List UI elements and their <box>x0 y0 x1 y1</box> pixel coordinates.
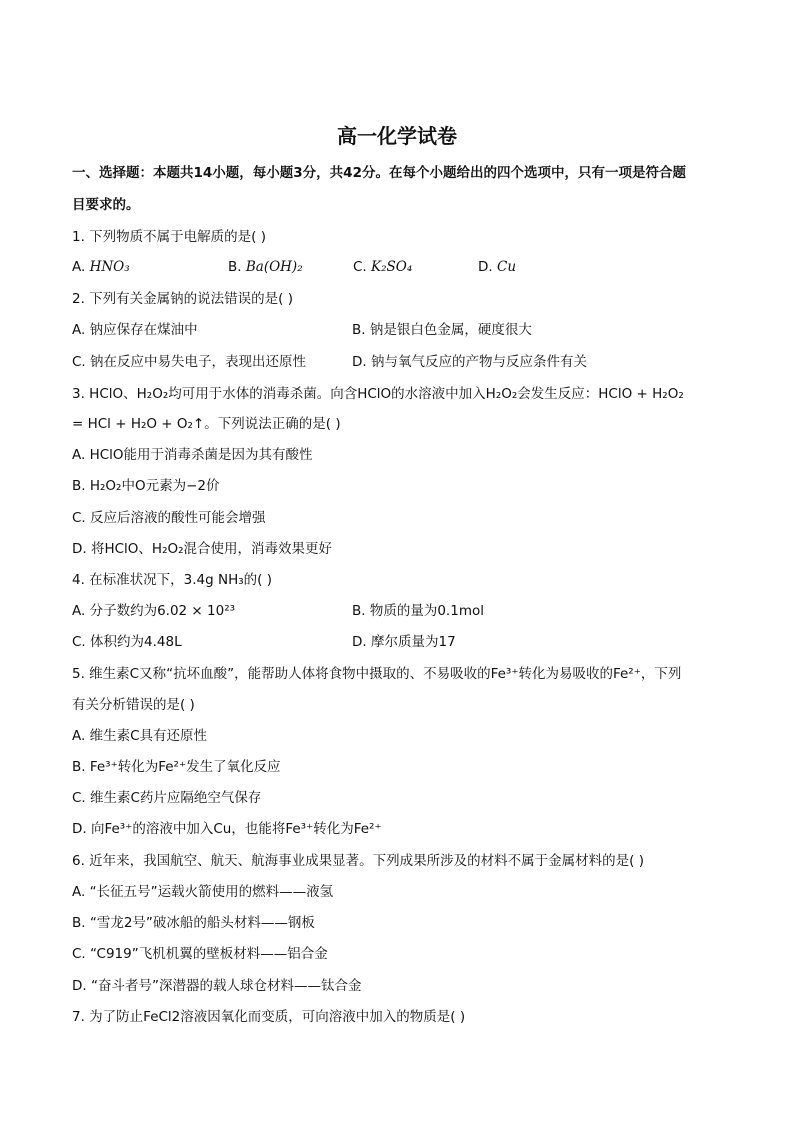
q1-option-c-formula: K₂SO₄ <box>371 259 413 275</box>
q4-option-d: D. 摩尔质量为17 <box>352 634 456 650</box>
q2-option-b: B. 钠是银白色金属，硬度很大 <box>352 322 532 338</box>
q2-option-c: C. 钠在反应中易失电子，表现出还原性 <box>72 354 307 370</box>
q1-option-d-formula: Cu <box>496 259 517 275</box>
question-5-stem-line1: 5. 维生素C又称“抗坏血酸”，能帮助人体将食物中摄取的、不易吸收的Fe³⁺转化为易吸收的Fe²⁺，下列 <box>72 666 682 682</box>
question-4-stem: 4. 在标准状况下，3.4g NH₃的( ) <box>72 572 272 588</box>
q1-option-a-label: A. <box>72 259 86 275</box>
q2-option-a: A. 钠应保存在煤油中 <box>72 322 198 338</box>
q1-option-c-label: C. <box>353 259 367 275</box>
question-7-stem: 7. 为了防止FeCl2溶液因氧化而变质，可向溶液中加入的物质是( ) <box>72 1009 466 1025</box>
question-3-stem-line1: 3. HClO、H₂O₂均可用于水体的消毒杀菌。向含HClO的水溶液中加入H₂O₂会发生反应：HClO + H₂O₂ <box>72 386 684 402</box>
q3-option-a: A. HClO能用于消毒杀菌是因为其有酸性 <box>72 447 313 463</box>
section-instructions-line2: 目要求的。 <box>72 197 140 213</box>
q3-option-c: C. 反应后溶液的酸性可能会增强 <box>72 510 266 526</box>
question-6-stem: 6. 近年来，我国航空、航天、航海事业成果显著。下列成果所涉及的材料不属于金属材料的是( ) <box>72 853 644 869</box>
q1-option-b <box>228 258 303 276</box>
q6-option-d: D. “奋斗者号”深潜器的载人球仓材料——钛合金 <box>72 978 362 994</box>
q1-option-b-formula: Ba(OH)₂ <box>245 259 303 275</box>
q1-option-c <box>353 258 412 276</box>
q1-option-a <box>72 258 130 276</box>
q5-option-a: A. 维生素C具有还原性 <box>72 728 208 744</box>
q4-option-a: A. 分子数约为6.02 × 10²³ <box>72 603 236 619</box>
q1-option-d <box>478 258 516 276</box>
question-1-stem: 1. 下列物质不属于电解质的是( ) <box>72 229 266 245</box>
q4-option-b: B. 物质的量为0.1mol <box>352 603 484 619</box>
q6-option-b: B. “雪龙2号”破冰船的船头材料——钢板 <box>72 915 315 931</box>
q5-option-c: C. 维生素C药片应隔绝空气保存 <box>72 790 262 806</box>
q1-option-b-label: B. <box>228 259 242 275</box>
q3-option-b: B. H₂O₂中O元素为−2价 <box>72 478 220 494</box>
q4-option-c: C. 体积约为4.48L <box>72 634 182 650</box>
q6-option-a: A. “长征五号”运载火箭使用的燃料——液氢 <box>72 884 334 900</box>
section-instructions-line1: 一、选择题：本题共14小题，每小题3分，共42分。在每个小题给出的四个选项中，只有一项是符合题 <box>72 165 686 181</box>
q1-option-a-formula: HNO₃ <box>89 259 130 275</box>
q3-option-d: D. 将HClO、H₂O₂混合使用，消毒效果更好 <box>72 541 333 557</box>
question-3-stem-line2: = HCl + H₂O + O₂↑。下列说法正确的是( ) <box>72 416 341 432</box>
q6-option-c: C. “C919”飞机机翼的壁板材料——铝合金 <box>72 946 328 962</box>
q1-option-d-label: D. <box>478 259 493 275</box>
q5-option-d: D. 向Fe³⁺的溶液中加入Cu，也能将Fe³⁺转化为Fe²⁺ <box>72 821 382 837</box>
page-title: 高一化学试卷 <box>337 124 457 148</box>
q2-option-d: D. 钠与氧气反应的产物与反应条件有关 <box>352 354 587 370</box>
q5-option-b: B. Fe³⁺转化为Fe²⁺发生了氧化反应 <box>72 759 281 775</box>
question-2-stem: 2. 下列有关金属钠的说法错误的是( ) <box>72 291 293 307</box>
question-5-stem-line2: 有关分析错误的是( ) <box>72 697 195 713</box>
